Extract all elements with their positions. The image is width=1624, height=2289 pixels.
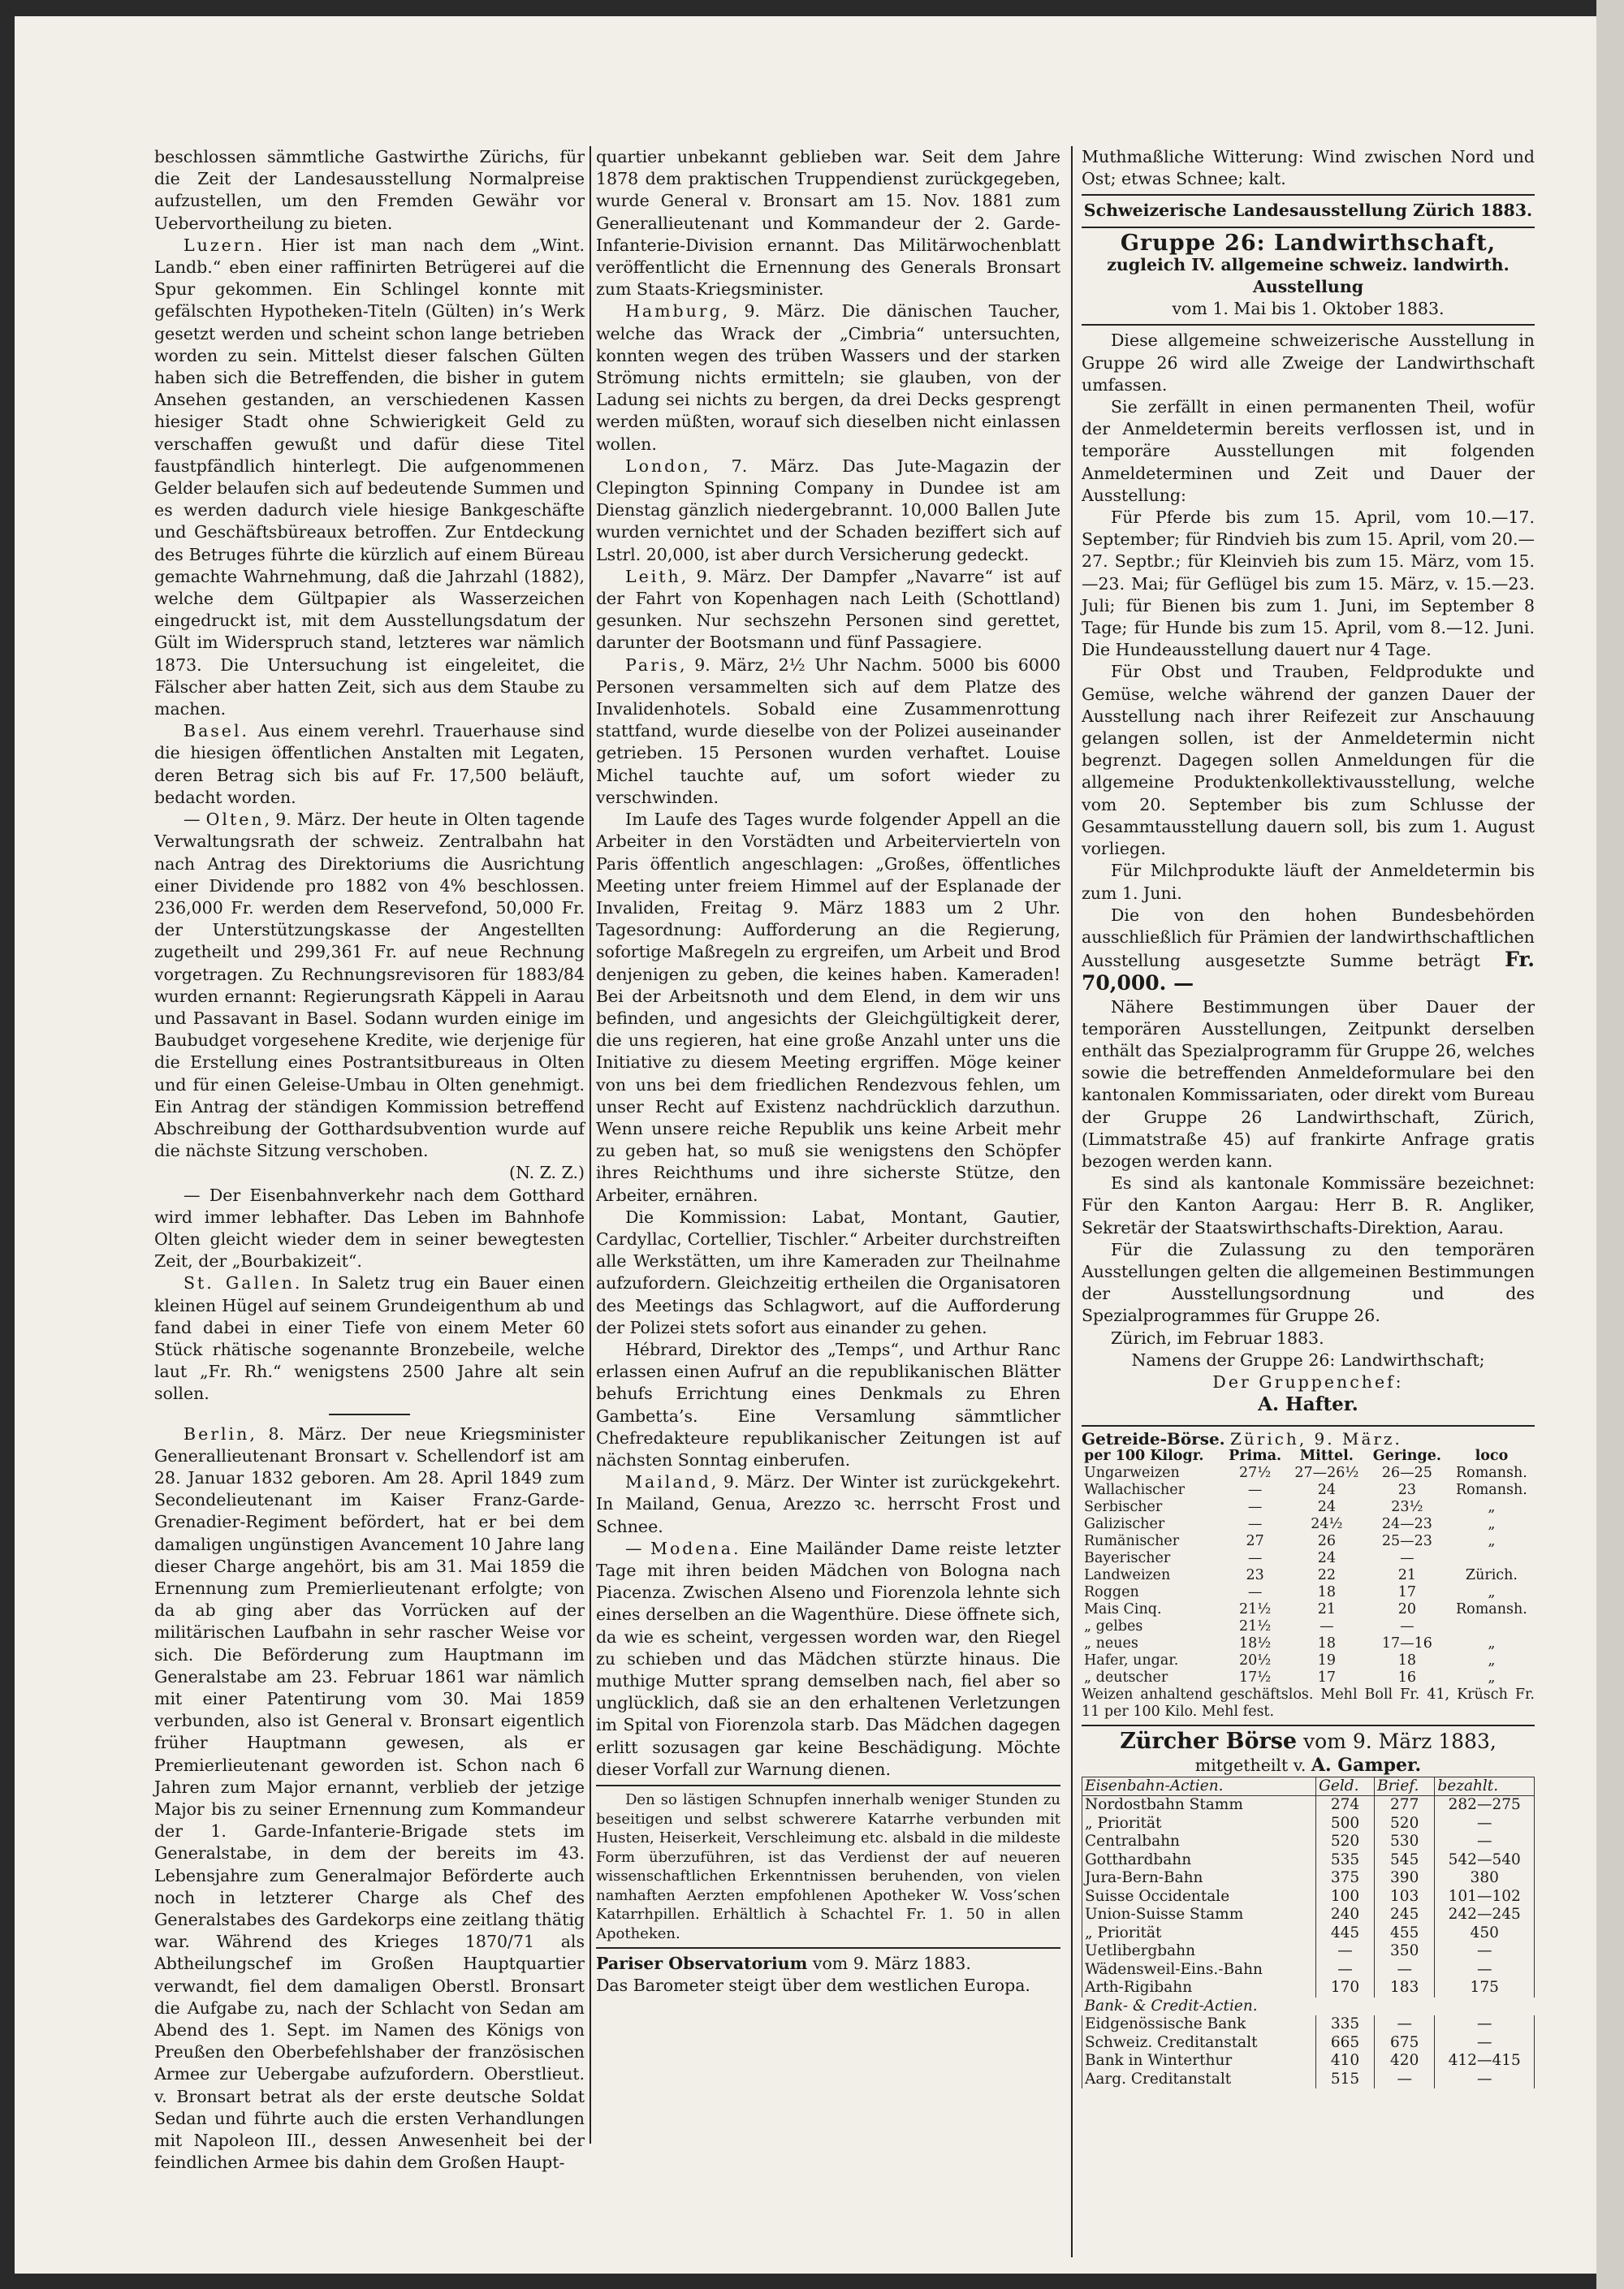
grain-cell: — [1247, 1584, 1263, 1601]
stock-cell: 240 [1316, 1906, 1375, 1924]
grain-cell: 17½ [1239, 1669, 1272, 1687]
stock-cell: Eidgenössische Bank [1082, 2015, 1316, 2034]
grain-cell: 27—26½ [1294, 1465, 1359, 1482]
rule [1082, 194, 1535, 196]
stock-exchange-byline: mitgetheilt v. A. Gamper. [1194, 1754, 1422, 1776]
grain-cell: 22 [1317, 1567, 1336, 1584]
grain-table-row [1082, 1533, 1535, 1550]
weather-forecast: Muthmaßliche Witterung: Wind zwischen Nord und Ost; etwas Schnee; kalt. [1082, 147, 1535, 189]
grain-exchange-header: Getreide-Börse. Zürich, 9. März. [1082, 1429, 1402, 1449]
grain-cell: „ deutscher [1084, 1669, 1168, 1687]
grain-cell: 27½ [1239, 1465, 1272, 1482]
stock-header-cell: Eisenbahn-Actien. [1082, 1777, 1316, 1796]
grain-cell [1449, 1550, 1535, 1567]
article-st-gallen: St. Gallen. In Saletz trug ein Bauer einen kleinen Hügel auf seinem Grundeigenthum ab und fand dabei in einer Tiefe von einem Meter 60 Stück rhätische sogenannte Bronzebeile, welche laut „Fr. Rh.“ wenigstens 2500 Jahre alt sein sollen. [154, 1273, 585, 1404]
grain-cell: Rumänischer [1084, 1533, 1180, 1550]
stock-cell: — [1316, 1961, 1375, 1980]
grain-cell: „ [1488, 1652, 1496, 1669]
grain-cell: 24—23 [1381, 1516, 1432, 1533]
article-paris-commission: Die Kommission: Labat, Montant, Gautier, Cardyllac, Cortellier, Tischler.“ Arbeiter durchstreiften alle Werkstätten, um ihre Kameraden zur Theilnahme aufzufordern. Gleichzeitig ertheilen die Organisatoren des Meetings das Schlagwort, auf die Aufforderung der Polizei stets sofort aus einander zu gehen. [596, 1207, 1060, 1337]
grain-cell: 23½ [1391, 1499, 1423, 1516]
exhibition-group-chief: Der Gruppenchef: [1212, 1371, 1404, 1392]
grain-cell: — [1320, 1618, 1334, 1635]
grain-cell: 17 [1397, 1584, 1417, 1601]
ad-bottom-rule [596, 1947, 1060, 1949]
exhibition-p1: Diese allgemeine schweizerische Ausstellung in Gruppe 26 wird alle Zweige der Landwirthschaft umfassen. [1082, 330, 1535, 395]
stock-cell: 375 [1316, 1869, 1375, 1888]
stock-exchange-table [1082, 1777, 1535, 2089]
stock-cell: — [1435, 1815, 1535, 1833]
column-rule-right [1071, 146, 1073, 2257]
grain-header-cell: Geringe. [1372, 1448, 1441, 1465]
stock-table-row [1082, 2034, 1535, 2053]
stock-cell: 350 [1374, 1942, 1434, 1961]
grain-cell: „ [1488, 1499, 1496, 1516]
grain-cell: 18½ [1239, 1635, 1272, 1652]
stock-cell: 450 [1435, 1924, 1535, 1943]
grain-cell: Romansh. [1456, 1601, 1527, 1618]
grain-table-row [1082, 1465, 1535, 1482]
article-berlin-continued: quartier unbekannt geblieben war. Seit dem Jahre 1878 dem praktischen Truppendienst zurückgegeben, wurde General v. Bronsart am 15. Nov. 1881 zum Generallieutenant und Kommandeur der 2. Garde-Infanterie-Division ernannt. Das Militärwochenblatt veröffentlicht die Ernennung des Generals Bronsart zum Staats-Kriegsminister. [596, 147, 1060, 300]
stock-cell: — [1374, 2071, 1434, 2089]
grain-table-row [1082, 1567, 1535, 1584]
stock-header-cell: bezahlt. [1435, 1777, 1535, 1796]
grain-cell: Romansh. [1456, 1482, 1527, 1499]
grain-cell: 24 [1317, 1550, 1336, 1567]
stock-table-row [1082, 1796, 1535, 1815]
stock-cell: 101—102 [1435, 1888, 1535, 1907]
grain-table-row [1082, 1652, 1535, 1669]
grain-cell: Hafer, ungar. [1084, 1652, 1179, 1669]
grain-cell: 21½ [1239, 1601, 1272, 1618]
stock-cell: 390 [1374, 1869, 1434, 1888]
stock-cell: Schweiz. Creditanstalt [1082, 2034, 1316, 2053]
grain-cell: „ neues [1084, 1635, 1138, 1652]
weather-observatory: Pariser Observatorium vom 9. März 1883. [596, 1954, 971, 1974]
grain-cell: — [1247, 1482, 1263, 1499]
exhibition-p5: Für Milchprodukte läuft der Anmeldetermin bis zum 1. Juni. [1082, 861, 1535, 903]
grain-cell: — [1247, 1516, 1263, 1533]
article-olten: — Olten, 9. März. Der heute in Olten tagende Verwaltungsrath der schweiz. Zentralbahn hat nach Antrag des Direktoriums die Ausrichtung einer Dividende pro 1882 von 4% beschlossen. 236,000 Fr. werden dem Reservefond, 50,000 Fr. der Unterstützungskasse der Angestellten zugetheilt und 299,361 Fr. auf neue Rechnung vorgetragen. Zu Rechnungsrevisoren für 1883/84 wurden ernannt: Regierungsrath Käppeli in Aarau und Passavant in Basel. Sodann wurden einige im Baubudget vorgesehene Kredite, wie derjenige für die Erstellung eines Postrantsitbureaus in Olten und für einen Geleise-Umbau in Olten genehmigt. Ein Antrag der ständigen Kommission betreffend Abschreibung der Gotthardsubvention wurde auf die nächste Sitzung verschoben. [154, 810, 585, 1161]
stock-cell: Arth-Rigibahn [1082, 1979, 1316, 1997]
stock-section-title: Bank- & Credit-Actien. [1084, 1997, 1258, 2015]
stock-cell: Suisse Occidentale [1082, 1888, 1316, 1907]
article-mailand: Mailand, 9. März. Der Winter ist zurückgekehrt. In Mailand, Genua, Arezzo ꝛc. herrscht Frost und Schnee. [596, 1472, 1060, 1536]
exhibition-p7: Nähere Bestimmungen über Dauer der temporären Ausstellungen, Zeitpunkt derselben enthält das Spezialprogramm für Gruppe 26, welches sowie die betreffenden Anmeldeformulare bei den kantonalen Kommissariaten, oder direkt vom Bureau der Gruppe 26 Landwirthschaft, Zürich, (Limmatstraße 45) auf frankirte Anfrage gratis bezogen werden kann. [1082, 996, 1535, 1171]
stock-cell: 274 [1316, 1796, 1375, 1815]
rule [1082, 324, 1535, 326]
article-basel: Basel. Aus einem verehrl. Trauerhause sind die hiesigen öffentlichen Anstalten mit Legaten, deren Betrag sich bis auf Fr. 17,500 beläuft, bedacht worden. [154, 721, 585, 807]
grain-cell: — [1247, 1499, 1263, 1516]
grain-cell: 26 [1317, 1533, 1336, 1550]
grain-cell: — [1400, 1618, 1415, 1635]
grain-cell: „ [1488, 1669, 1496, 1687]
grain-table-row [1082, 1669, 1535, 1687]
grain-cell: 18 [1317, 1635, 1336, 1652]
stock-table-row [1082, 1979, 1535, 1997]
stock-cell: 535 [1316, 1851, 1375, 1870]
rule [1082, 1425, 1535, 1427]
article-hamburg: Hamburg, 9. März. Die dänischen Taucher, welche das Wrack der „Cimbria“ untersuchten, konnten wegen des trüben Wassers und der starken Strömung nichts ermitteln; sie glauben, von der Ladung sei nichts zu bergen, da drei Decks gesprengt werden müßten, worauf sich dieselben nicht einlassen wollen. [596, 301, 1060, 454]
exhibition-subtitle: zugleich IV. allgemeine schweiz. landwirth. Ausstellung [1107, 254, 1510, 297]
grain-table-row [1082, 1516, 1535, 1533]
stock-cell: 245 [1374, 1906, 1434, 1924]
stock-cell: 277 [1374, 1796, 1434, 1815]
byline-nzz: (N. Z. Z.) [509, 1163, 585, 1183]
stock-cell: 170 [1316, 1979, 1375, 1997]
stock-cell: 335 [1316, 2015, 1375, 2034]
grain-cell: — [1247, 1550, 1263, 1567]
column-left [154, 146, 585, 2174]
grain-cell: 23 [1246, 1567, 1264, 1584]
article-berlin: Berlin, 8. März. Der neue Kriegsminister Generallieutenant Bronsart v. Schellendorf ist am 28. Januar 1832 geboren. Am 28. April 1849 zum Secondelieutenant im Kaiser Franz-Garde-Grenadier-Regiment befördert, hat er bei dem damaligen ungünstigen Avancement 10 Jahre lang dieser Charge angehört, bis am 31. Mai 1859 die Ernennung zum Premierlieutenant erfolgte; von da ab ging aber das Vorrücken auf der militärischen Laufbahn in sehr rascher Weise vor sich. Die Beförderung zum Hauptmann im Generalstabe am 23. Februar 1861 war nämlich mit einer Patentirung vom 30. Mai 1859 verbunden, also ist General v. Bronsart eigentlich früher Hauptmann gewesen, als er Premierlieutenant geworden ist. Schon nach 6 Jahren zum Major ernannt, verblieb der jetzige Major bis zu seiner Ernennung zum Kommandeur der 1. Garde-Infanterie-Brigade stets im Generalstabe, in dem der bereits im 43. Lebensjahre zum Generalmajor Beförderte auch noch in letzterer Charge als Chef des Generalstabes des Gardekorps eine zeitlang thätig war. Während des Krieges 1870/71 als Abtheilungschef im Großen Hauptquartier verwandt, fiel dem damaligen Oberstl. Bronsart die Aufgabe zu, nach der Schlacht von Sedan am Abend des 1. Sept. im Namen des Königs von Preußen den Oberbefehlshaber der französischen Armee zur Uebergabe aufzufordern. Oberstlieut. v. Bronsart betrat als der erste deutsche Soldat Sedan und führte auch die ersten Verhandlungen mit Napoleon III., dessen Anwesenheit bei der feindlichen Armee bis dahin dem Großen Haupt- [154, 1423, 585, 2173]
grain-table-row [1082, 1499, 1535, 1516]
stock-table-row [1082, 1924, 1535, 1943]
stock-cell: — [1435, 1961, 1535, 1980]
grain-cell: 19 [1317, 1652, 1336, 1669]
stock-cell: 445 [1316, 1924, 1375, 1943]
stock-cell: 675 [1374, 2034, 1434, 2053]
exhibition-p8: Es sind als kantonale Kommissäre bezeichnet: Für den Kanton Aargau: Herr B. R. Angliker, Sekretär der Staatswirthschafts-Direktion, Aarau. [1082, 1173, 1535, 1237]
stock-cell: 530 [1374, 1833, 1434, 1851]
stock-cell: 183 [1374, 1979, 1434, 1997]
stock-cell: — [1435, 2015, 1535, 2034]
stock-cell: — [1316, 1942, 1375, 1961]
stock-cell: 520 [1374, 1815, 1434, 1833]
ad-top-rule [596, 1785, 1060, 1786]
page-edge [1596, 0, 1624, 2289]
stock-table-row [1082, 1833, 1535, 1851]
grain-cell: Ungarweizen [1084, 1465, 1180, 1482]
stock-table-row [1082, 2071, 1535, 2089]
exhibition-p3: Für Pferde bis zum 15. April, vom 10.—17. September; für Rindvieh bis zum 15. April, vom 20.—27. Septbr.; für Kleinvieh bis zum 15. März, vom 15.—23. Mai; für Geflügel bis zum 15. März, v. 15.—23. Juli; für Bienen bis zum 1. Juni, im September 8 Tage; für Hunde bis zum 15. April, vom 8.—12. Juni. Die Hundeausstellung dauert nur 4 Tage. [1082, 507, 1535, 660]
stock-header-cell: Brief. [1374, 1777, 1434, 1796]
grain-cell: „ gelbes [1084, 1618, 1143, 1635]
grain-header-cell: Mittel. [1299, 1448, 1354, 1465]
stock-cell: 665 [1316, 2034, 1375, 2053]
grain-cell: „ [1488, 1635, 1496, 1652]
grain-cell: Galizischer [1084, 1516, 1165, 1533]
stock-table-row [1082, 1851, 1535, 1870]
exhibition-p6: Die von den hohen Bundesbehörden ausschließlich für Prämien der landwirthschaftlichen Ausstellung ausgesetzte Summe beträgt Fr. 70,000. — [1082, 905, 1535, 995]
rule [1082, 1725, 1535, 1726]
column-middle [596, 146, 1060, 1997]
exhibition-p4: Für Obst und Trauben, Feldprodukte und Gemüse, welche während der ganzen Dauer der Ausstellung nach ihrer Reifezeit zur Anschauung gelangen sollen, ist der Anmeldetermin nicht begrenzt. Dagegen sollen Anmeldungen für die allgemeine Produktenkollektivausstellung, welche vom 20. September bis zum Schlusse der Gesammtausstellung dauern soll, bis zum 1. August vorliegen. [1082, 662, 1535, 859]
grain-cell: 20½ [1239, 1652, 1272, 1669]
stock-cell: „ Priorität [1082, 1815, 1316, 1833]
stock-cell: Gotthardbahn [1082, 1851, 1316, 1870]
stock-table-row [1082, 2052, 1535, 2071]
article-paris-hebrard: Hébrard, Direktor des „Temps“, und Arthur Ranc erlassen einen Aufruf an die republikanischen Blätter behufs Errichtung eines Denkmals zu Ehren Gambetta’s. Eine Versamlung sämmtlicher Chefredakteure republikanischer Zeitungen ist auf nächsten Sonntag einberufen. [596, 1339, 1060, 1470]
grain-cell: Romansh. [1456, 1465, 1527, 1482]
stock-cell: „ Priorität [1082, 1924, 1316, 1943]
stock-table-row [1082, 1961, 1535, 1980]
stock-cell: 420 [1374, 2052, 1434, 2071]
exhibition-dates: vom 1. Mai bis 1. Oktober 1883. [1172, 299, 1445, 319]
stock-cell: Wädensweil-Eins.-Bahn [1082, 1961, 1316, 1980]
stock-cell: Jura-Bern-Bahn [1082, 1869, 1316, 1888]
stock-cell: 520 [1316, 1833, 1375, 1851]
grain-cell: „ [1488, 1533, 1496, 1550]
grain-exchange-table [1082, 1448, 1535, 1687]
stock-exchange-title: Zürcher Börse vom 9. März 1883, [1120, 1729, 1497, 1755]
grain-cell: 18 [1397, 1652, 1417, 1669]
stock-table-row [1082, 1815, 1535, 1833]
grain-cell: Serbischer [1084, 1499, 1163, 1516]
grain-cell: Roggen [1084, 1584, 1139, 1601]
article-zurich-tail: beschlossen sämmtliche Gastwirthe Zürichs, für die Zeit der Landesausstellung Normalpreise aufzustellen, um den Fremden Gewähr vor Uebervortheilung zu bieten. [154, 147, 585, 233]
grain-header-cell: per 100 Kilogr. [1084, 1448, 1204, 1465]
stock-cell: 455 [1374, 1924, 1434, 1943]
grain-cell: Bayerischer [1084, 1550, 1171, 1567]
grain-header-cell: loco [1475, 1448, 1509, 1465]
stock-cell: — [1374, 1961, 1434, 1980]
stock-table-header-row [1082, 1777, 1535, 1796]
stock-cell: Uetlibergbahn [1082, 1942, 1316, 1961]
grain-cell: Zürich. [1465, 1567, 1518, 1584]
stock-cell: 103 [1374, 1888, 1434, 1907]
article-modena: — Modena. Eine Mailänder Dame reiste letzter Tage mit ihren beiden Mädchen von Bologna nach Piacenza. Zwischen Alseno und Fiorenzola lehnte sich eines derselben an die Wagenthüre. Diese öffnete sich, da wie es scheint, vergessen worden war, den Riegel zu schieben und das Mädchen stürzte hinaus. Die muthige Mutter sprang demselben nach, fiel aber so unglücklich, daß sie an den erhaltenen Verletzungen im Spital von Fiorenzola starb. Das Mädchen dagegen erlitt sozusagen gar keine Beschädigung. Möchte dieser Vorfall zur Warnung dienen. [596, 1538, 1060, 1779]
grain-cell: „ [1488, 1584, 1496, 1601]
grain-cell: 27 [1246, 1533, 1264, 1550]
grain-table-row [1082, 1482, 1535, 1499]
grain-cell: 23 [1397, 1482, 1417, 1499]
grain-table-row [1082, 1618, 1535, 1635]
exhibition-header: Schweizerische Landesausstellung Zürich 1883. [1083, 201, 1533, 221]
stock-cell: — [1435, 2071, 1535, 2089]
grain-cell: 21 [1317, 1601, 1336, 1618]
advertisement-katarrhpillen: Den so lästigen Schnupfen innerhalb weniger Stunden zu beseitigen und selbst schwerere Katarrhe verbunden mit Husten, Heiserkeit, Verschleimung etc. alsbald in die mildeste Form überzuführen, ist das Verdienst der auf neueren wissenschaftlichen Erkenntnissen beruhenden, von vielen namhaften Aerzten empfohlenen Apotheker W. Voss’schen Katarrhpillen. Erhältlich à Schachtel Fr. 1. 50 in allen Apotheken. [596, 1791, 1060, 1942]
exhibition-p9: Für die Zulassung zu den temporären Ausstellungen gelten die allgemeinen Bestimmungen der Ausstellungsordnung und des Spezialprogrammes für Gruppe 26. [1082, 1239, 1535, 1326]
article-leith: Leith, 9. März. Der Dampfer „Navarre“ ist auf der Fahrt von Kopenhagen nach Leith (Schottland) gesunken. Nur sechszehn Personen sind gerettet, darunter der Bootsmann und fünf Passagiere. [596, 566, 1060, 653]
exhibition-p2: Sie zerfällt in einen permanenten Theil, wofür der Anmeldetermin bereits verflossen ist, und in temporäre Ausstellungen mit folgenden Anmeldeterminen und Zeit und Dauer der Ausstellung: [1082, 397, 1535, 505]
stock-cell: Aarg. Creditanstalt [1082, 2071, 1316, 2089]
column-right [1082, 146, 1535, 2088]
newspaper-page [15, 16, 1596, 2274]
grain-cell: Mais Cinq. [1084, 1601, 1162, 1618]
stock-cell: Bank in Winterthur [1082, 2052, 1316, 2071]
grain-cell: 17—16 [1381, 1635, 1432, 1652]
exhibition-signature: A. Hafter. [1258, 1393, 1358, 1416]
grain-header-cell: Prima. [1229, 1448, 1282, 1465]
stock-cell: Union-Suisse Stamm [1082, 1906, 1316, 1924]
stock-cell: 542—540 [1435, 1851, 1535, 1870]
article-london: London, 7. März. Das Jute-Magazin der Clepington Spinning Company in Dundee ist am Dienstag gänzlich niedergebrannt. 10,000 Ballen Jute wurden vernichtet und der Schaden beziffert sich auf Lstrl. 20,000, ist aber durch Versicherung gedeckt. [596, 456, 1060, 564]
grain-cell: Wallachischer [1084, 1482, 1185, 1499]
grain-cell: 24 [1317, 1499, 1336, 1516]
article-luzern: Luzern. Hier ist man nach dem „Wint. Landb.“ eben einer raffinirten Betrügerei auf die Spur gekommen. Ein Schlingel konnte mit gefälschten Hypotheken-Titeln (Gülten) in’s Werk gesetzt werden und scheint schon lange betrieben worden zu sein. Mittelst dieser falschen Gülten haben sich die Betreffenden, die bisher in gutem Ansehen gestanden, an verschiedenen Kassen hiesiger Stadt ohne Schwierigkeit Geld zu verschaffen gewußt und dafür diese Titel faustpfändlich hinterlegt. Die aufgenommenen Gelder belaufen sich auf bedeutende Summen und es werden dadurch viele hiesige Bankgeschäfte und Geschäftsbüreaux betroffen. Zur Entdeckung des Betruges führte die kürzlich auf einem Büreau gemachte Wahrnehmung, daß die Jahrzahl (1882), welche dem Gültpapier als Wasserzeichen eingedruckt ist, mit dem Ausstellungsdatum der Gült im Widerspruch stand, letzteres war nämlich 1873. Die Untersuchung ist eingeleitet, die Fälscher aber hatten Zeit, sich aus dem Staube zu machen. [154, 235, 585, 719]
grain-cell: „ [1488, 1516, 1496, 1533]
exhibition-group-title: Gruppe 26: Landwirthschaft, [1120, 230, 1497, 256]
grain-table-header-row [1082, 1448, 1535, 1465]
grain-cell: 25—23 [1381, 1533, 1432, 1550]
grain-table-row [1082, 1601, 1535, 1618]
stock-cell: Centralbahn [1082, 1833, 1316, 1851]
stock-cell: Nordostbahn Stamm [1082, 1796, 1316, 1815]
grain-table-row [1082, 1584, 1535, 1601]
article-paris: Paris, 9. März, 2½ Uhr Nachm. 5000 bis 6000 Personen versammelten sich auf dem Platze des Invalidenhotels. Sobald eine Zusammenrottung stattfand, wurde dieselbe von der Polizei auseinander getrieben. 15 Personen wurden verhaftet. Louise Michel tauchte auf, um sofort wieder zu verschwinden. [596, 654, 1060, 807]
stock-cell: — [1374, 2015, 1434, 2034]
stock-table-row [1082, 1888, 1535, 1907]
exhibition-place-date: Zürich, im Februar 1883. [1111, 1328, 1324, 1348]
stock-cell: 242—245 [1435, 1906, 1535, 1924]
stock-header-cell: Geld. [1316, 1777, 1375, 1796]
grain-table-row [1082, 1635, 1535, 1652]
weather-barometer: Das Barometer steigt über dem westlichen Europa. [596, 1976, 1030, 1996]
grain-exchange-note: Weizen anhaltend geschäftslos. Mehl Boll Fr. 41, Krüsch Fr. 11 per 100 Kilo. Mehl fest. [1082, 1687, 1535, 1721]
grain-cell: 17 [1317, 1669, 1336, 1687]
grain-cell: 26—25 [1381, 1465, 1432, 1482]
grain-cell: — [1400, 1550, 1415, 1567]
stock-cell: 380 [1435, 1869, 1535, 1888]
column-rule-left [590, 146, 591, 2144]
stock-table-row [1082, 1869, 1535, 1888]
stock-cell: — [1435, 1942, 1535, 1961]
grain-cell: 21 [1397, 1567, 1417, 1584]
stock-cell: 175 [1435, 1979, 1535, 1997]
stock-table-row [1082, 1942, 1535, 1961]
rule [1082, 227, 1535, 228]
stock-cell: 410 [1316, 2052, 1375, 2071]
stock-table-row [1082, 1906, 1535, 1924]
grain-table-row [1082, 1550, 1535, 1567]
grain-cell: 24 [1317, 1482, 1336, 1499]
stock-section-row [1082, 1997, 1535, 2016]
grain-cell: 18 [1317, 1584, 1336, 1601]
grain-cell: 21½ [1239, 1618, 1272, 1635]
stock-table-row [1082, 2015, 1535, 2034]
grain-cell: 20 [1397, 1601, 1417, 1618]
exhibition-signoff: Namens der Gruppe 26: Landwirthschaft; [1131, 1350, 1485, 1370]
article-eisenbahn: — Der Eisenbahnverkehr nach dem Gotthard wird immer lebhafter. Das Leben im Bahnhofe Olten gleicht wieder dem in seiner bewegtesten Zeit, der „Bourbakizeit“. [154, 1185, 585, 1272]
grain-cell: 24½ [1311, 1516, 1343, 1533]
stock-cell: 100 [1316, 1888, 1375, 1907]
stock-cell: 282—275 [1435, 1796, 1535, 1815]
stock-cell: 412—415 [1435, 2052, 1535, 2071]
stock-cell: 515 [1316, 2071, 1375, 2089]
stock-cell: — [1435, 1833, 1535, 1851]
stock-cell: 500 [1316, 1815, 1375, 1833]
grain-cell: Landweizen [1084, 1567, 1171, 1584]
article-paris-appeal: Im Laufe des Tages wurde folgender Appell an die Arbeiter in den Vorstädten und Arbeitervierteln von Paris öffentlich angeschlagen: „Großes, öffentliches Meeting unter freiem Himmel auf der Esplanade der Invaliden, Freitag 9. März 1883 um 2 Uhr. Tagesordnung: Aufforderung an die Regierung, sofortige Maßregeln zu ergreifen, um Arbeit und Brod denjenigen zu geben, die keines haben. Kameraden! Bei der Arbeitsnoth und dem Elend, in dem wir uns befinden, und angesichts der Gleichgültigkeit derer, die uns regieren, hat eine große Anzahl unter uns die Initiative zu diesem Meeting ergriffen. Möge keiner von uns bei dem friedlichen Rendezvous fehlen, um unser Recht auf Existenz nachdrücklich darzuthun. Wenn unsere reiche Republik uns keine Arbeit mehr zu geben hat, so muß sie wenigstens den Schöpfer ihres Reichthums und ihre sicherste Stütze, den Arbeiter, ernähren. [596, 810, 1060, 1205]
stock-cell: — [1435, 2034, 1535, 2053]
separator-rule [329, 1414, 410, 1415]
grain-cell [1449, 1618, 1535, 1635]
stock-cell: 545 [1374, 1851, 1434, 1870]
grain-cell: 16 [1397, 1669, 1417, 1687]
